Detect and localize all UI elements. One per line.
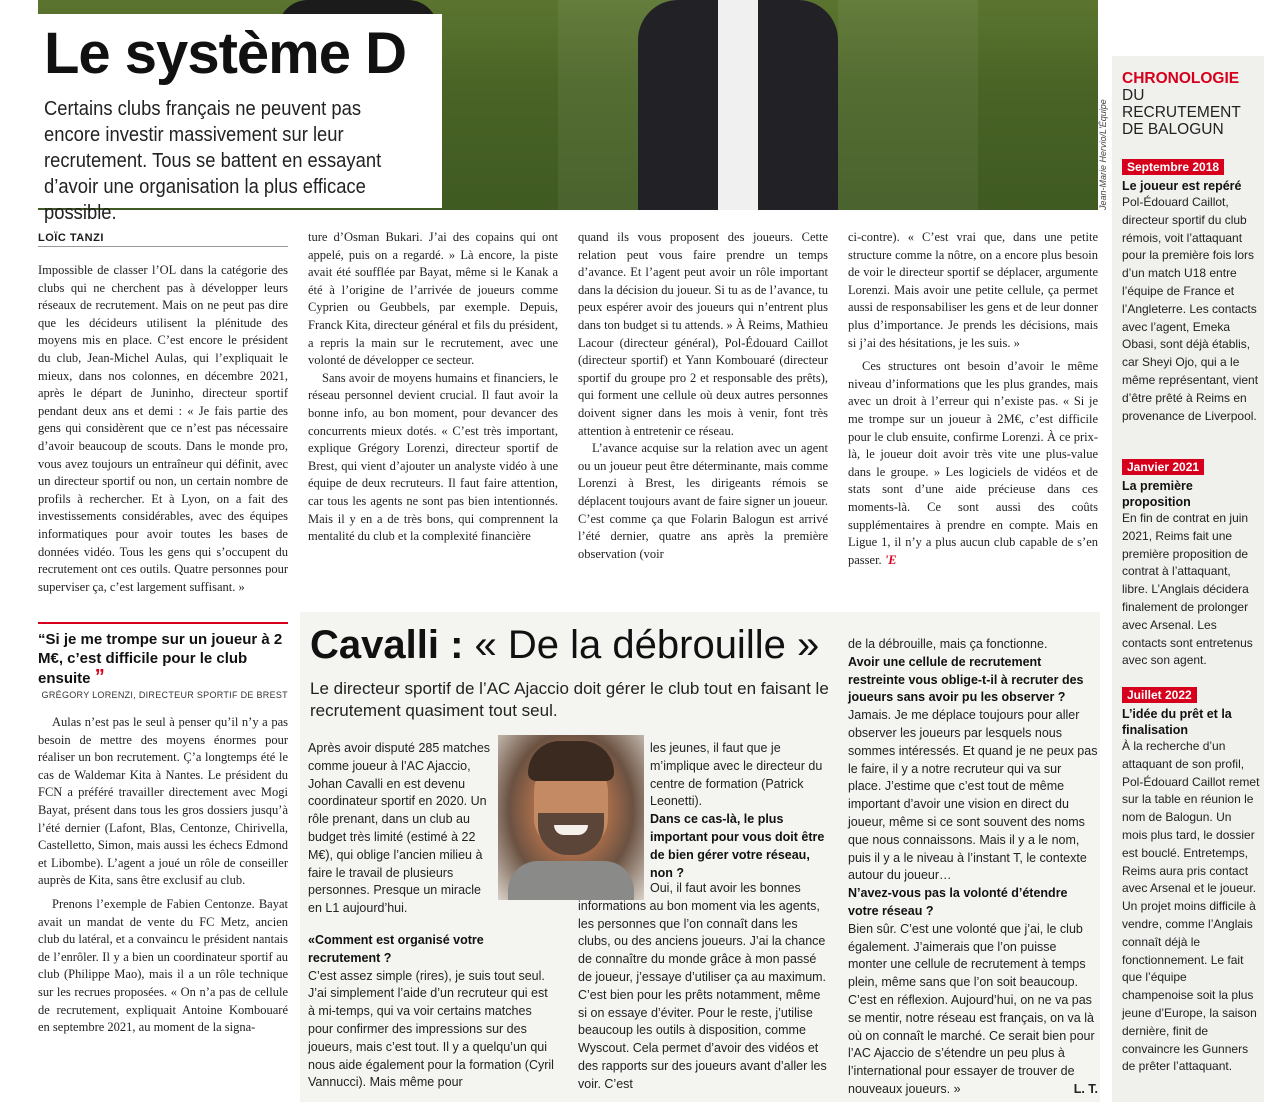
pull-quote-text: “Si je me trompe sur un joueur à 2 M€, c’est difficile pour le club ensuite [38,631,283,687]
cavalli-title-name: Cavalli : [310,623,464,667]
cavalli-portrait [498,735,644,900]
cavalli-column-1 [308,932,558,1092]
article-column-4 [848,229,1098,569]
timeline-text: En fin de contrat en juin 2021, Reims fait une première proposition de contrat à l’attaquant, libre. L’Anglais décidera finalement de prolonger avec Arsenal. Les contacts sont entretenus avec son agent. [1122,511,1253,668]
byline-divider [38,246,288,247]
timeline-heading: L’idée du prêt et la finalisation [1122,707,1232,737]
timeline-text: À la recherche d’un attaquant de son profil, Pol-Édouard Caillot remet sur la table en réunion le nom de Balogun. Un mois plus tard, le dossier est bouclé. Entretemps, Reims aura pris contact avec Arsenal et le joueur. Un projet moins difficile à vendre, comme l’Anglais connaît déjà le fonctionnement. Le fait que l’équipe champenoise soit la plus jeune d’Europe, la saison dernière, finit de convaincre les Gunners de prêter l’attaquant. [1122,739,1260,1074]
paragraph: Impossible de classer l’OL dans la catégorie des clubs qui ne cherchent pas à développer leurs réseaux de recrutement. Mais on ne peut pas dire que les décideurs utilisent la plénitude des moyens mis en place. C’est encore le président du club, Jean-Michel Aulas, qui l’expliquait le mieux, dans nos colonnes, en décembre 2021, après le départ de Juninho, directeur sportif pendant deux ans et demi : « Je fais partie des gens qui considèrent que ce n’est pas nécessaire d’avoir beaucoup de scouts. Dans le monde pro, vous avez toujours un entraîneur qui définit, avec un directeur sportif ou non, un certain nombre de profils à rechercher. Et à Lyon, on a fait des investissements considérables, avec des équipes informatiques pour avoir toutes les bases de données vidéo. Tous les gens qui s’occupent du recrutement ont ces outils. Quatre personnes pour superviser ça, c’est largement suffisant. » [38,263,288,594]
article-column-3 [578,229,828,563]
interview-question: «Comment est organisé votre recrutement ? [308,933,484,965]
pull-quote-attribution: GRÉGORY LORENZI, DIRECTEUR SPORTIF DE BREST [41,690,288,700]
pull-quote [38,622,288,700]
interview-answer: C’est assez simple (rires), je suis tout seul. J’ai simplement l’aide d’un recruteur qui est à mi-temps, qui va voir certains matches pour confirmer des impressions sur des joueurs, mais c’est tout. Il y a quelqu’un qui nous aide également pour la formation (Cyril Vannucci). Mais même pour [308,968,554,1090]
article-column-2 [308,229,558,546]
article-column-1 [38,262,288,596]
paragraph: les jeunes, il faut que je m’implique avec le directeur du centre de formation (Patrick Leonetti). [650,741,823,809]
paragraph-text: Ces structures ont besoin d’avoir le même niveau d’informations que les plus grandes, mais avec un droit à l’erreur qui n’existe pas. « Si je me trompe sur un joueur à 2M€, c’est difficile pour le club ensuite, confirme Lorenzi. À ce prix-là, le joueur doit avoir très vite une plus-value dans le groupe. » Les logiciels de vidéos et de stats sont d’une aide précieuse dans ces moments-là. Ce sont aussi des coûts supplémentaires à prendre en compte. Mais en Ligue 1, il n’y a plus aucun club capable de s’en passer. [848,359,1098,567]
timeline-date: Janvier 2021 [1122,459,1204,475]
cavalli-title [310,620,819,670]
interview-answer [848,921,1098,1099]
paragraph [848,358,1098,569]
interview-answer: Oui, il faut avoir les bonnes informations au bon moment via les agents, les personnes que l’on connaît dans les clubs, ou des anciens joueurs. J’ai la chance de connaître du monde grâce à mon passé de joueur, j’essaye d’utiliser ça au maximum. C’est bien pour les prêts notamment, même si on essaye d’éviter. Pour le reste, j’utilise beaucoup les outils à disposition, comme Wyscout. Cela permet d’avoir des vidéos et des rapports sur des joueurs avant d’aller les voir. C’est [578,881,827,1091]
paragraph: L’avance acquise sur la relation avec un agent ou un joueur peut être déterminante, mais comme Lorenzi à Brest, les dirigeants rémois se déplacent toujours avant de faire signer un joueur. C’est comme ça que Folarin Balogun est arrivé l’été dernier, quatre ans après la première observation (voir [578,441,828,561]
paragraph: quand ils vous proposent des joueurs. Cette relation peut vous faire prendre un temps d’avance. Et l’agent peut avoir un rôle important dans la décision du joueur. Si tu as de l’avance, tu peux espérer avoir des joueurs qui n’entrent plus dans ton budget si tu attends. » À Reims, Mathieu Lacour (directeur général), Pol-Édouard Caillot (directeur sportif) et Yann Kombouaré (directeur sportif du groupe pro 2 et responsable des prêts), qui forment une cellule où deux autres personnes doivent signer dans les mois à venir, font très attention à entretenir ce réseau. [578,230,828,438]
timeline-heading: Le joueur est repéré [1122,179,1242,193]
sidebar-title-rest: DU RECRUTEMENT DE BALOGUN [1122,87,1241,138]
sidebar-title [1122,70,1262,138]
timeline-entry [1122,458,1260,670]
interview-answer: Jamais. Je me déplace toujours pour aller observer les joueurs par lesquels nous sommes intéressés. Et quand je ne peux pas le faire, il y a notre recruteur qui va sur place. J’estime que c’est tout de même important d’avoir une vision en direct du joueur, même si ce sont souvent des noms que nous connaissons. Mais il y a le nom, puis il y a le niveau à l’instant T, le contexte autour du joueur… [848,708,1098,883]
cavalli-intro [308,740,494,918]
sidebar-title-red: CHRONOLOGIE [1122,70,1240,87]
lead-paragraph: Certains clubs français ne peuvent pas encore investir massivement sur leur recrutement. Tous se battent en essayant d’avoir une organisation la plus efficace possible. [44,98,382,224]
signature: L. T. [1073,1081,1098,1096]
paragraph: Aulas n’est pas le seul à penser qu’il n’y a pas besoin de mettre des moyens énormes pour réaliser un bon recrutement. Ç’a longtemps été le cas de Waldemar Kita à Nantes. Le président du FCN a préféré travailler directement avec Mogi Bayat, présent dans tous les gros dossiers jusqu’à l’été dernier (Lafont, Blas, Centonze, Chirivella, Castelletto, Simon, mais aussi les échecs Edmond et Libombe). L’agent a joué un rôle de conseiller auprès de Kita, sans être exclusif au club. [38,715,288,888]
page-title: Le système D [44,21,406,86]
timeline-entry [1122,686,1260,1076]
timeline-heading: La première proposition [1122,479,1193,509]
interview-question: N’avez-vous pas la volonté d’étendre votre réseau ? [848,886,1068,918]
cavalli-column-2 [578,880,828,1094]
timeline-text: Pol-Édouard Caillot, directeur sportif du club rémois, voit l’attaquant pour la première fois lors d’un match U18 entre l’équipe de France et l’Angleterre. Les contacts avec l’agent, Emeka Obasi, sont déjà établis, car Sheyi Ojo, qui a le même représentant, vient d’être prêté à Reims en provenance de Liverpool. [1122,195,1259,423]
photo-credit: Jean-Marie Hervio/L'Équipe [1098,99,1108,210]
timeline-date: Septembre 2018 [1122,159,1224,175]
paragraph: ci-contre). « C’est vrai que, dans une petite structure comme la nôtre, on a encore plus besoin de voir le directeur sportif se déplacer, argumente Lorenzi. Mais avoir une petite cellule, ça permet aussi de responsabiliser les gens et de leur donner plus d’importance. Je prends les décisions, mais si j’ai des hésitations, je les suis. » [848,230,1098,350]
end-mark-icon: 'E [884,552,897,567]
interview-answer-text: Bien sûr. C’est une volonté que j’ai, le club également. J’aimerais que l’on puisse monter une cellule de recrutement à temps plein, même sans que l’on soit beaucoup. C’est en réflexion. Aujourd’hui, on ne va pas se mentir, notre réseau est français, on va là où on connaît le marché. Ce serait bien pour l’AC Ajaccio de s’étendre un peu plus à l’international pour essayer de trouver de nouveaux joueurs. » [848,921,1095,1096]
interview-question: Dans ce cas-là, le plus important pour vous doit être de bien gérer votre réseau, non ? [650,812,825,880]
article-column-1b [38,714,288,1037]
paragraph: Prenons l’exemple de Fabien Centonze. Bayat avait un mandat de vente du FC Metz, ancien club du latéral, et a convaincu le président nantais de l’enrôler. Il y a bien un coordinateur sportif au club (Philippe Mao), mais il a un rôle technique sur les recrues proposées. « On n’a pas de cellule de recrutement, expliquait Antoine Kombouaré en septembre 2021, au moment de la signa- [38,896,288,1035]
paragraph: Sans avoir de moyens humains et financiers, le réseau personnel devient crucial. Il faut avoir la bonne info, au bon moment, pour devancer des concurrents mieux dotés. « C’est très important, explique Grégory Lorenzi, directeur sportif de Brest, qui vient d’ajouter un analyste vidéo à une équipe de deux recruteurs. Il faut faire attention, car tous les agents ne sont pas bien intentionnés. Mais il y en a de très bons, qui comprennent la mentalité du club et la complexité financière [308,370,558,544]
paragraph: de la débrouille, mais ça fonctionne. [848,637,1048,651]
closing-quote-icon: ” [94,666,105,688]
cavalli-column-3 [848,636,1098,1099]
paragraph: Après avoir disputé 285 matches comme joueur à l’AC Ajaccio, Johan Cavalli en est devenu coordinateur sportif en 2020. Un rôle prenant, dans un club au budget très limité (estimé à 22 M€), qui oblige l’ancien milieu à faire le travail de plusieurs personnes. Presque un miracle en L1 aujourd’hui. [308,741,491,916]
interview-question: Avoir une cellule de recrutement restreinte vous oblige-t-il à recruter des joueurs sans avoir pu les observer ? [848,654,1084,705]
cavalli-title-quote: « De la débrouille » [474,623,820,667]
cavalli-lead: Le directeur sportif de l’AC Ajaccio doit gérer le club tout en faisant le recrutement quasiment tout seul. [310,679,829,720]
timeline-entry [1122,158,1260,425]
byline: LOÏC TANZI [38,232,104,244]
paragraph: ture d’Osman Bukari. J’ai des copains qui ont appelé, puis on a regardé. » Là encore, la piste avait été soufflée par Bayat, même si le Kanak a été à l’origine de l’arrivée de joueurs comme Cyprien ou Geubbels, par exemple. Depuis, Franck Kita, directeur général et fils du président, a repris la main sur le recrutement, avec une volonté de développer ce secteur. [308,230,558,368]
timeline-date: Juillet 2022 [1122,687,1197,703]
cavalli-column-2-top [650,740,828,882]
